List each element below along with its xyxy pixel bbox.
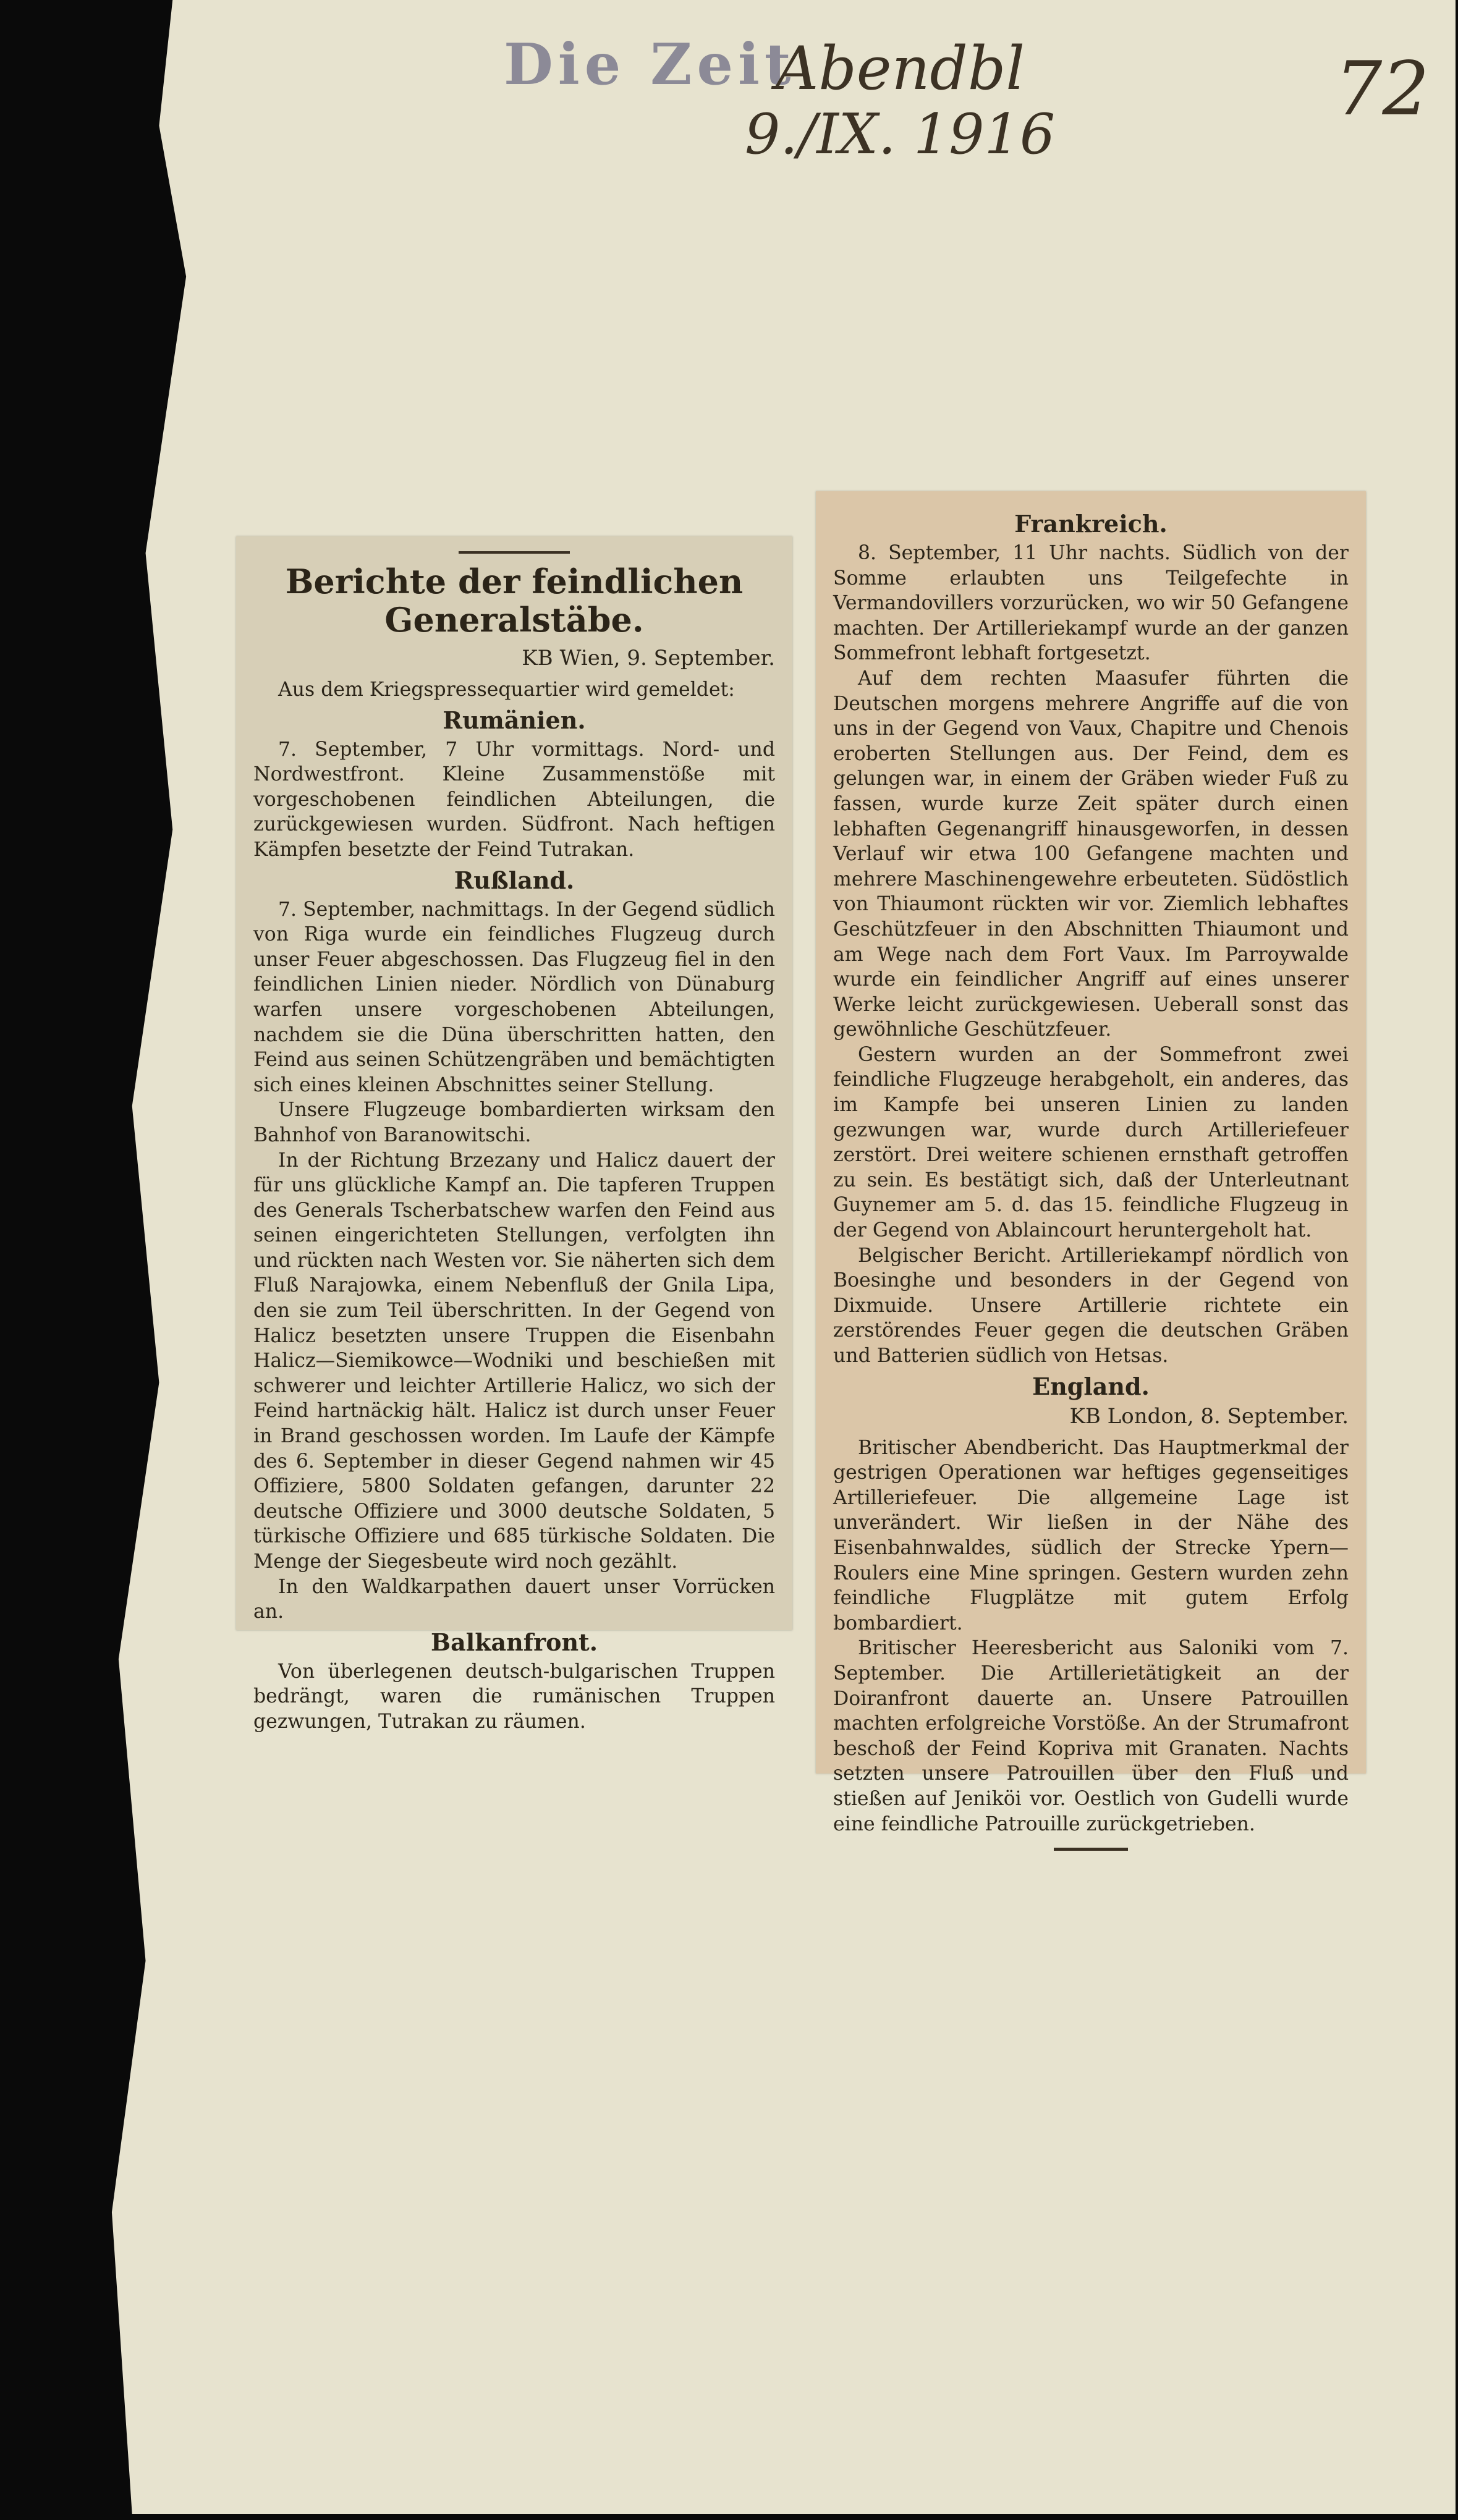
paragraph: Von überlegenen deutsch-bulgarischen Truppen bedrängt, waren die rumänischen Truppen gezwungen, Tutrakan zu räumen. [253, 1660, 775, 1733]
top-rule [459, 551, 570, 554]
paragraph: Britischer Heeresbericht aus Saloniki vom 7. September. Die Artillerietätigkeit an der Doiranfront dauerte an. Unsere Patrouillen machten erfolgreiche Vorstöße. An der Strumafront beschoß der Feind Kopriva mit Granaten. Nachts setzten unsere Patrouillen über den Fluß und stießen auf Jeniköi vor. Oestlich von Gudelli wurde eine feindliche Patrouille zurückgetrieben. [833, 1637, 1349, 1835]
section-title-balkanfront: Balkanfront. [431, 1628, 598, 1656]
paragraph: Unsere Flugzeuge bombardierten wirksam den Bahnhof von Baranowitschi. [253, 1099, 775, 1146]
newspaper-stamp: Die Zeit [504, 31, 796, 98]
paragraph: In den Waldkarpathen dauert unser Vorrücken an. [253, 1575, 775, 1623]
date-handwritten: 9./IX. 1916 [745, 102, 1056, 167]
section-title-rumaenien: Rumänien. [443, 706, 586, 734]
left-clipping [236, 536, 792, 1733]
edition-handwritten: Abendbl [776, 34, 1025, 103]
section-title-england: England. [1032, 1372, 1150, 1400]
paragraph: Auf dem rechten Maasufer führten die Deutschen morgens mehrere Angriffe auf die von uns in der Gegend von Vaux, Chapitre und Chenois eroberten Stellungen aus. Der Feind, dem es gelungen war, in einem der Gräben wieder Fuß zu fassen, wurde kurze Zeit später durch einen lebhaften Gegenangriff hinausgeworfen, in dessen Verlauf wir etwa 100 Gefangene machten und mehrere Maschinengewehre erbeuteten. Südöstlich von Thiaumont rückten wir vor. Ziemlich lebhaftes Geschützfeuer in den Abschnitten Thiaumont und am Wege nach dem Fort Vaux. Im Parroywalde wurde ein feindlicher Angriff auf eines unserer Werke leicht zurückgewiesen. Ueberall sonst das gewöhnliche Geschützfeuer. [833, 667, 1349, 1041]
paragraph: Gestern wurden an der Sommefront zwei feindliche Flugzeuge herabgeholt, ein anderes, das im Kampfe bei unseren Linien zu landen gezwungen war, wurde durch Artilleriefeuer zerstört. Drei weitere schienen ernsthaft getroffen zu sein. Es bestätigt sich, daß der Unterleutnant Guynemer am 5. d. das 15. feindliche Flugzeug in der Gegend von Ablaincourt heruntergeholt hat. [833, 1043, 1349, 1242]
page-number-handwritten: 72 [1335, 46, 1430, 132]
left-dateline: KB Wien, 9. September. [522, 646, 775, 670]
section-title-russland: Rußland. [454, 866, 575, 894]
left-headline: Berichte der feindlichen Generalstäbe. [285, 562, 744, 640]
end-rule [1054, 1848, 1128, 1851]
england-dateline: KB London, 8. September. [1069, 1403, 1349, 1429]
section-title-frankreich: Frankreich. [1014, 510, 1168, 538]
paragraph: 7. September, nachmittags. In der Gegend südlich von Riga wurde ein feindliches Flugzeug durch unser Feuer abgeschossen. Das Flugzeug fiel in den feindlichen Linien nieder. Nördlich von Dünaburg warfen unsere vorgeschobenen Abteilungen, nachdem sie die Düna überschritten hatten, den Feind aus seinen Schützengräben und bemächtigten sich eines kleinen Abschnittes seiner Stellung. [253, 898, 775, 1096]
left-intro: Aus dem Kriegspressequartier wird gemeldet: [278, 679, 735, 701]
right-clipping [816, 491, 1366, 1835]
paragraph: 7. September, 7 Uhr vormittags. Nord- und Nordwestfront. Kleine Zusammenstöße mit vorgeschobenen feindlichen Abteilungen, die zurückgewiesen wurden. Südfront. Nach heftigen Kämpfen besetzte der Feind Tutrakan. [253, 738, 775, 861]
paragraph: In der Richtung Brzezany und Halicz dauert der für uns glückliche Kampf an. Die tapferen Truppen des Generals Tscherbatschew warfen den Feind aus seinen eingerichteten Stellungen, verfolgten ihn und rückten nach Westen vor. Sie näherten sich dem Fluß Narajowka, einem Nebenfluß der Gnila Lipa, den sie zum Teil überschritten. In der Gegend von Halicz besetzten unsere Truppen die Eisenbahn Halicz—Siemikowce—Wodniki und beschießen mit schwerer und leichter Artillerie Halicz, wo sich der Feind hartnäckig hält. Halicz ist durch unser Feuer in Brand geschossen worden. Im Laufe der Kämpfe des 6. September in dieser Gegend nahmen wir 45 Offiziere, 5800 Soldaten gefangen, darunter 22 deutsche Offiziere und 3000 deutsche Soldaten, 5 türkische Offiziere und 685 türkische Soldaten. Die Menge der Siegesbeute wird noch gezählt. [253, 1149, 775, 1573]
paragraph: 8. September, 11 Uhr nachts. Südlich von der Somme erlaubten uns Teilgefechte in Vermandovillers vorzurücken, wo wir 50 Gefangene machten. Der Artilleriekampf wurde an der ganzen Sommefront lebhaft fortgesetzt. [833, 542, 1349, 665]
paragraph: Belgischer Bericht. Artilleriekampf nördlich von Boesinghe und besonders in der Gegend von Dixmuide. Unsere Artillerie richtete ein zerstörendes Feuer gegen die deutschen Gräben und Batterien südlich von Hetsas. [833, 1244, 1349, 1367]
paragraph: Britischer Abendbericht. Das Hauptmerkmal der gestrigen Operationen war heftiges gegenseitiges Artilleriefeuer. Die allgemeine Lage ist unverändert. Wir ließen in der Nähe des Eisenbahnwaldes, südlich der Strecke Ypern—Roulers eine Mine springen. Gestern wurden zehn feindliche Flugplätze mit gutem Erfolg bombardiert. [833, 1436, 1349, 1634]
